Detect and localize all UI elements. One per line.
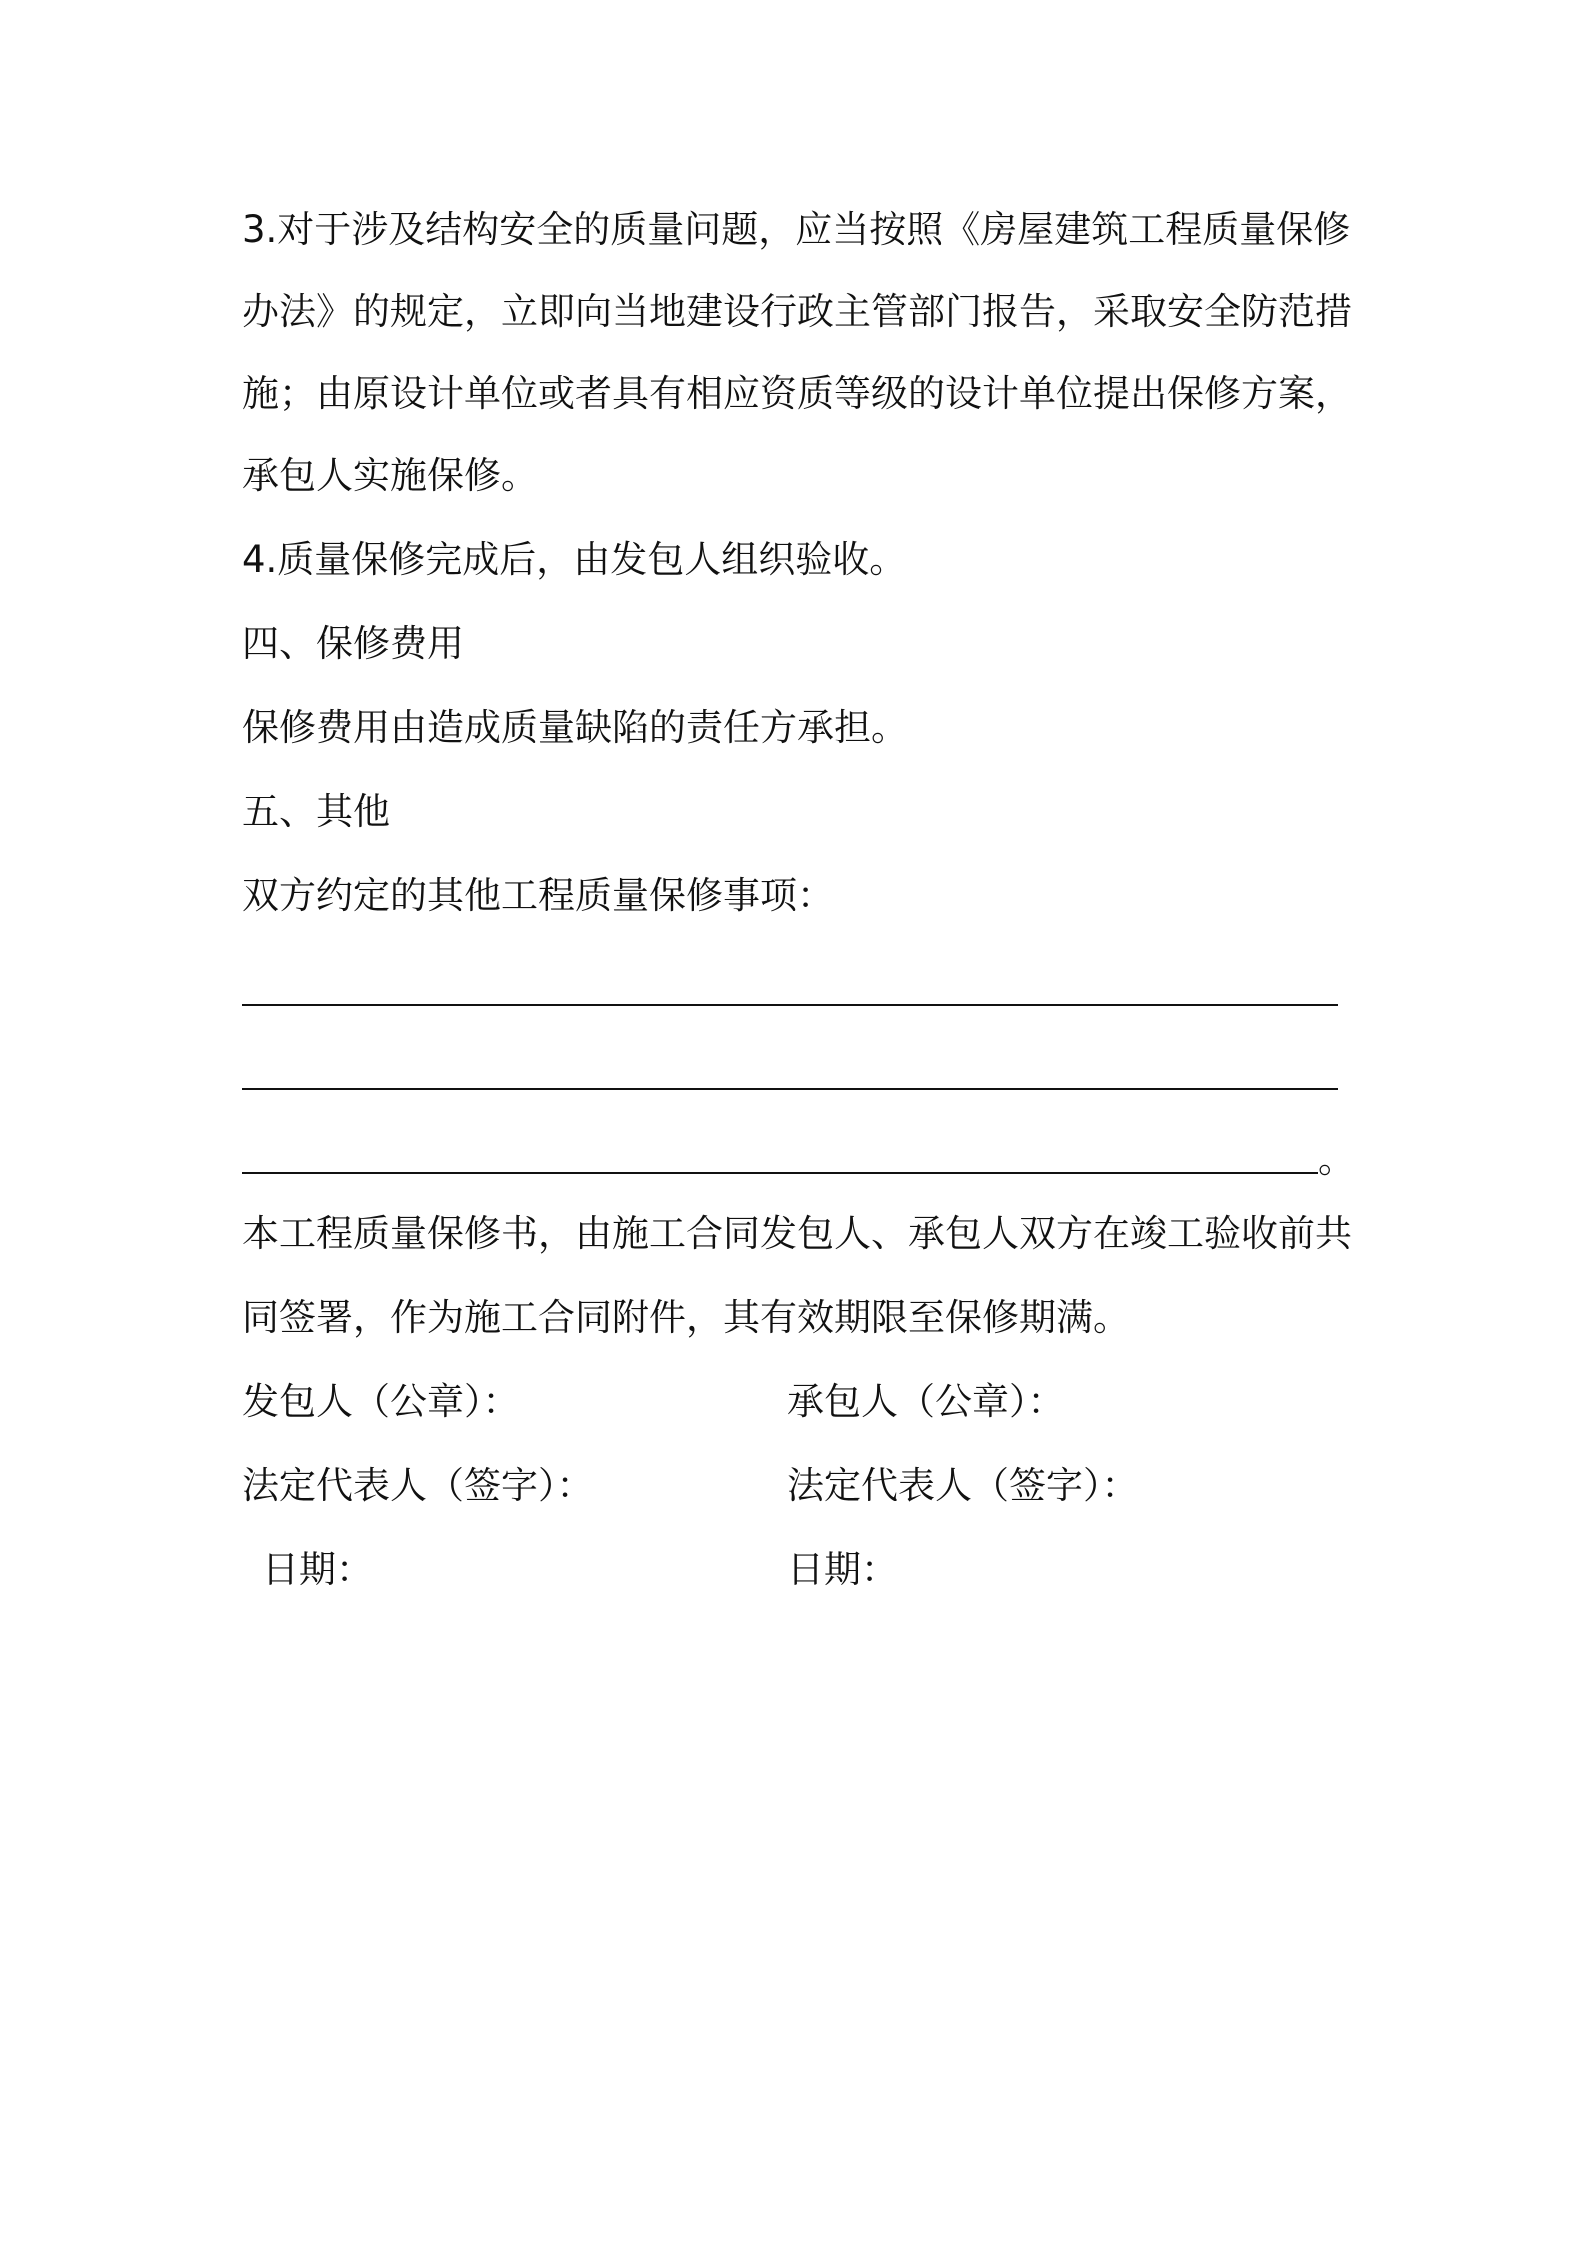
paragraph-3-line-4: 承包人实施保修。	[242, 454, 538, 497]
section-4-body: 保修费用由造成质量缺陷的责任方承担。	[242, 706, 908, 749]
section-5-heading: 五、其他	[242, 790, 390, 833]
employer-seal-label: 发包人（公章）：	[242, 1380, 520, 1423]
section-4-heading: 四、保修费用	[242, 622, 464, 665]
blank-end-mark: 。	[1318, 1138, 1355, 1181]
contractor-rep-label: 法定代表人（签字）：	[787, 1464, 1139, 1507]
paragraph-3-line-1: 3.对于涉及结构安全的质量问题，应当按照《房屋建筑工程质量保修	[242, 208, 1351, 251]
contractor-seal-label: 承包人（公章）：	[787, 1380, 1065, 1423]
fill-in-blank-line-3	[242, 1172, 1318, 1174]
employer-date-label: 日期：	[262, 1548, 373, 1591]
closing-line-1: 本工程质量保修书，由施工合同发包人、承包人双方在竣工验收前共	[242, 1212, 1352, 1255]
contractor-date-label: 日期：	[787, 1548, 898, 1591]
section-5-body: 双方约定的其他工程质量保修事项：	[242, 874, 834, 917]
fill-in-blank-line-1	[242, 1004, 1338, 1006]
employer-rep-label: 法定代表人（签字）：	[242, 1464, 594, 1507]
closing-line-2: 同签署，作为施工合同附件，其有效期限至保修期满。	[242, 1296, 1130, 1339]
fill-in-blank-line-2	[242, 1088, 1338, 1090]
paragraph-3-line-2: 办法》的规定，立即向当地建设行政主管部门报告，采取安全防范措	[242, 290, 1352, 333]
item-4: 4.质量保修完成后，由发包人组织验收。	[242, 538, 907, 581]
paragraph-3-line-3: 施；由原设计单位或者具有相应资质等级的设计单位提出保修方案，	[242, 372, 1352, 415]
